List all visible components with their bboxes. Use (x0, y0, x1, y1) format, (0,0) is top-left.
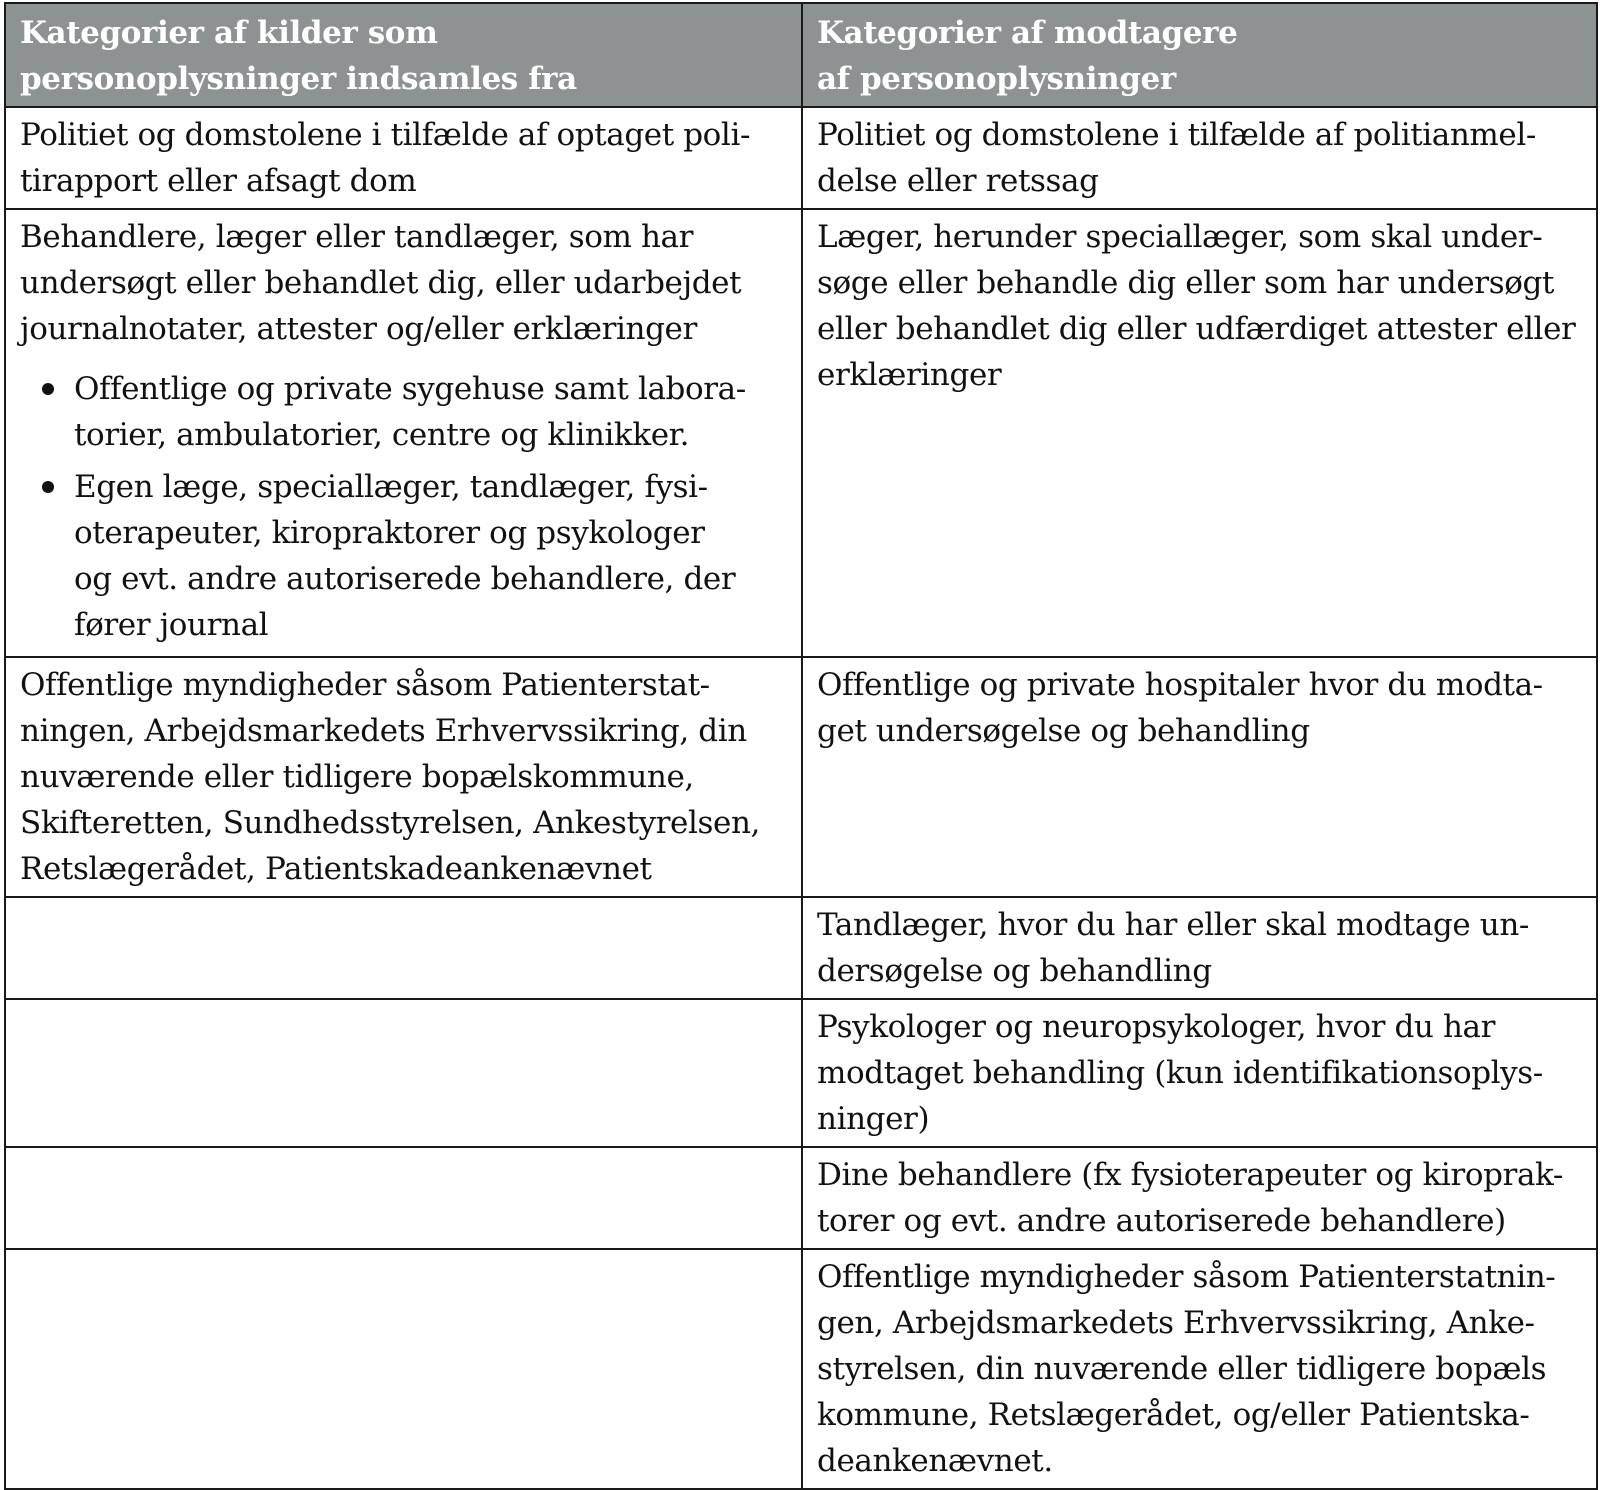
header-sources: Kategorier af kilder som personoplysninger indsamles fra (5, 3, 802, 107)
source-cell-empty (5, 1249, 802, 1489)
table-row (5, 1147, 1597, 1249)
data-categories-table (4, 2, 1598, 1490)
source-cell: Offentlige myndigheder såsom Patienterstat- ningen, Arbejdsmarkedets Erhvervssikring, din nuværende eller tidligere bopælskommune, Skifteretten, Sundhedsstyrelsen, Ankestyrelsen, Retslægerådet, Patientskadeankenævnet (5, 657, 802, 897)
recipient-cell: Læger, herunder speciallæger, som skal under- søge eller behandle dig eller som har undersøgt eller behandlet dig eller udfærdiget attester eller erklæringer (802, 209, 1597, 657)
header-recipients: Kategorier af modtagere af personoplysninger (802, 3, 1597, 107)
source-cell: Politiet og domstolene i tilfælde af optaget poli- tirapport eller afsagt dom (5, 107, 802, 209)
recipient-cell: Offentlige myndigheder såsom Patienterstatnin- gen, Arbejdsmarkedets Erhvervssikring, Anke- styrelsen, din nuværende eller tidligere bopæls kommune, Retslægerådet, og/eller Patientska- deankenævnet. (802, 1249, 1597, 1489)
source-cell-empty (5, 1147, 802, 1249)
document-page (4, 2, 1596, 1490)
table-header-row (5, 3, 1597, 107)
recipient-cell: Dine behandlere (fx fysioterapeuter og kiroprak- torer og evt. andre autoriserede behandlere) (802, 1147, 1597, 1249)
source-cell-empty (5, 999, 802, 1147)
recipient-cell: Politiet og domstolene i tilfælde af politianmel- delse eller retssag (802, 107, 1597, 209)
table-row (5, 897, 1597, 999)
recipient-cell: Offentlige og private hospitaler hvor du modta- get undersøgelse og behandling (802, 657, 1597, 897)
list-item: Offentlige og private sygehuse samt labora- torier, ambulatorier, centre og klinikker. (74, 366, 789, 458)
table-row (5, 209, 1597, 657)
table-row (5, 107, 1597, 209)
table-row (5, 1249, 1597, 1489)
table-row (5, 999, 1597, 1147)
source-cell-empty (5, 897, 802, 999)
recipient-cell: Psykologer og neuropsykologer, hvor du har modtaget behandling (kun identifikationsoplys- ninger) (802, 999, 1597, 1147)
bullet-icon (42, 481, 54, 493)
list-item: Egen læge, speciallæger, tandlæger, fysi- oterapeuter, kiropraktorer og psykologer og evt. andre autoriserede behandlere, der fører journal (74, 464, 789, 648)
source-bullet-list (20, 366, 789, 648)
source-cell: Behandlere, læger eller tandlæger, som har undersøgt eller behandlet dig, eller udarbejdet journalnotater, attester og/eller erklæringer Offentlige og private sygehuse samt labora- torier, ambulatorier, centre og klinikker. Egen læge, speciallæger, tandlæger, fysi- oterapeuter, kiropraktorer og psykologer og evt. andre autoriserede behandlere, der fører journal (5, 209, 802, 657)
bullet-icon (42, 383, 54, 395)
recipient-cell: Tandlæger, hvor du har eller skal modtage un- dersøgelse og behandling (802, 897, 1597, 999)
table-row (5, 657, 1597, 897)
